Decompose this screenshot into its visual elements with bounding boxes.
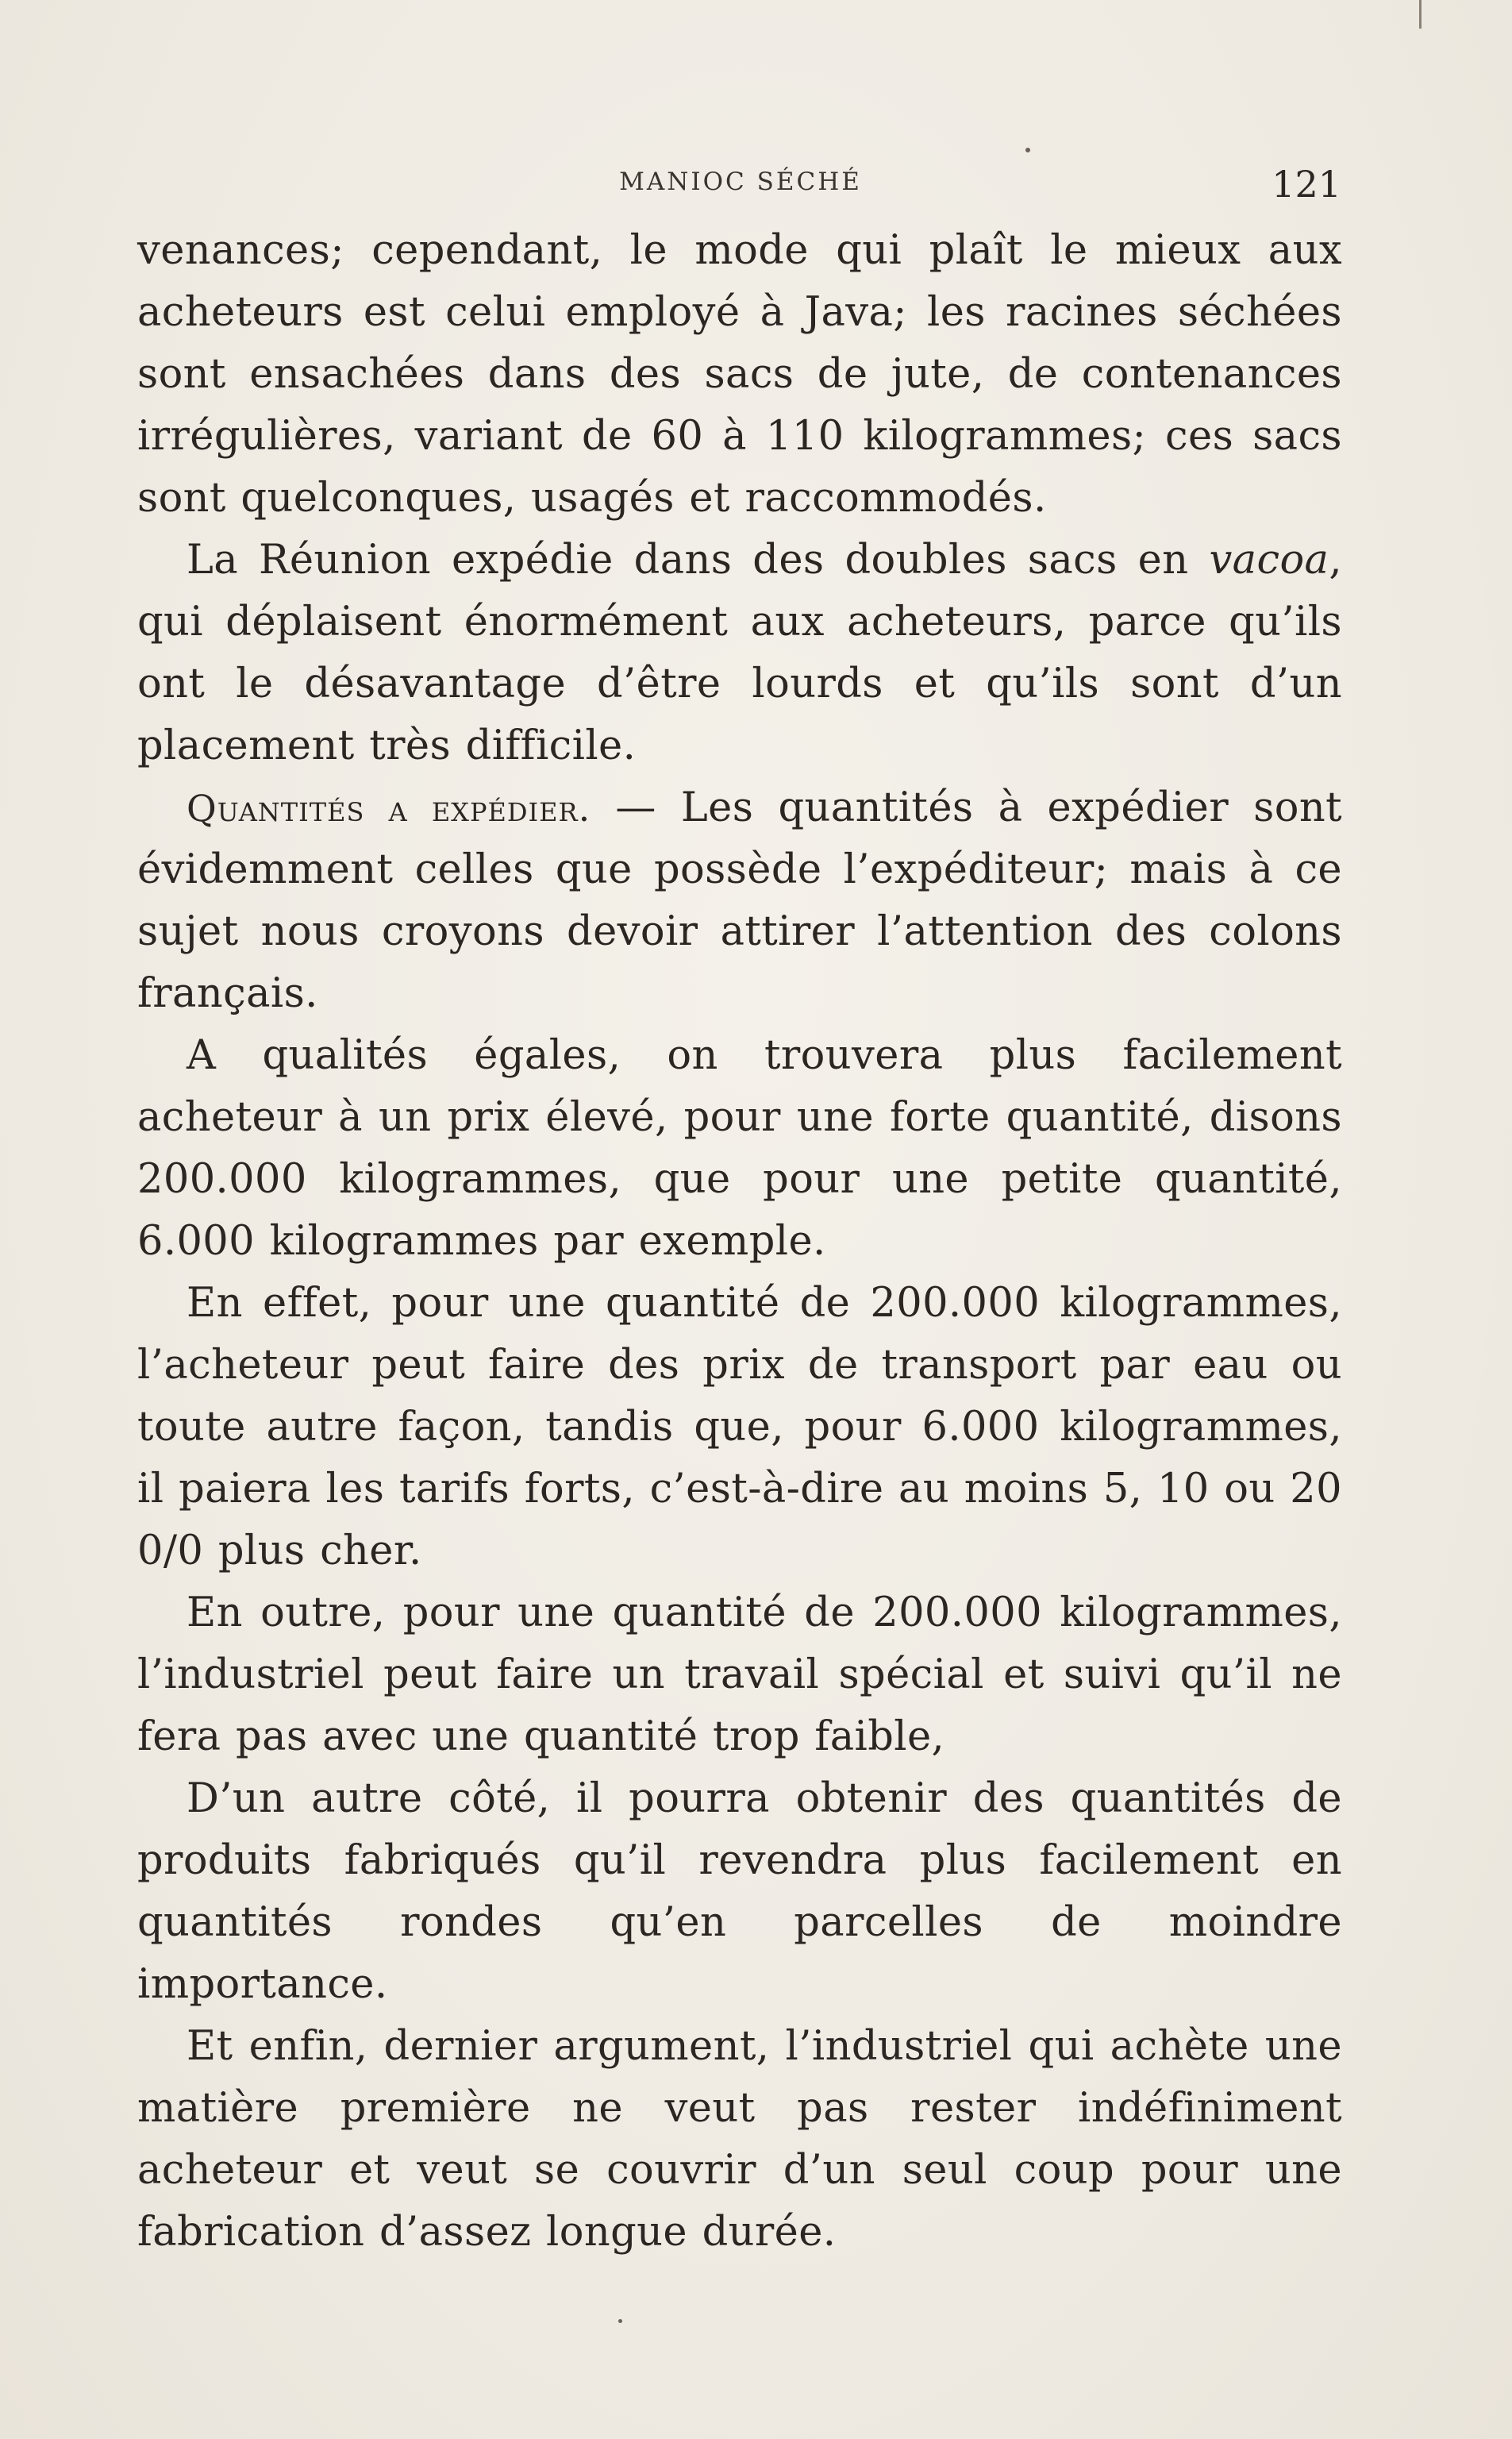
paragraph-4: A qualités égales, on trouvera plus facilement acheteur à un prix élevé, pour une forte quantité, disons 200.000 kilogrammes, que pour une petite quantité, 6.000 kilogrammes par exemple. (137, 1032, 1342, 1265)
paragraph-2-start: La Réunion expédie dans des doubles sacs en (187, 537, 1210, 584)
section-heading: Quantités a expédier. (187, 787, 591, 830)
paragraph-2 (137, 530, 1342, 777)
page-edge-mark (1419, 0, 1422, 29)
ink-speck (1025, 148, 1030, 152)
paragraph-8: Et enfin, dernier argument, l’industriel qui achète une matière première ne veut pas rester indéfiniment acheteur et veut se couvrir d’un seul coup pour une fabrication d’assez longue durée. (137, 2023, 1342, 2256)
paragraph-3-text: — Les quantités à expédier sont évidemment celles que possède l’expéditeur; mais à ce sujet nous croyons devoir attirer l’attention des colons français. (137, 784, 1343, 1017)
paragraph-6: En outre, pour une quantité de 200.000 kilogrammes, l’industriel peut faire un travail spécial et suivi qu’il ne fera pas avec une quantité trop faible, (137, 1589, 1342, 1760)
paragraph-2-end: , qui déplaisent énormément aux acheteurs, parce qu’ils ont le désavantage d’être lourds et qu’ils sont d’un placement très difficile. (137, 537, 1342, 769)
ink-speck (618, 2319, 622, 2323)
paragraph-5: En effet, pour une quantité de 200.000 kilogrammes, l’acheteur peut faire des prix de transport par eau ou toute autre façon, tandis que, pour 6.000 kilogrammes, il paiera les tarifs forts, c’est-à-dire au moins 5, 10 ou 20 0/0 plus cher. (137, 1280, 1342, 1574)
running-head: MANIOC SÉCHÉ (619, 168, 862, 196)
page-header (140, 163, 1341, 210)
paragraph-2-italic-term: vacoa (1209, 537, 1329, 584)
paragraph-7: D’un autre côté, il pourra obtenir des quantités de produits fabriqués qu’il revendra plus facilement en quantités rondes qu’en parcelles de moindre importance. (137, 1775, 1342, 2008)
paragraph-1: venances; cependant, le mode qui plaît le mieux aux acheteurs est celui employé à Java; les racines séchées sont ensachées dans des sacs de jute, de contenances irrégulières, variant de 60 à 110 kilogrammes; ces sacs sont quelconques, usagés et raccommodés. (137, 227, 1342, 522)
paragraph-3 (137, 777, 1342, 1025)
page-number: 121 (1272, 163, 1341, 206)
body-text (137, 220, 1342, 2264)
